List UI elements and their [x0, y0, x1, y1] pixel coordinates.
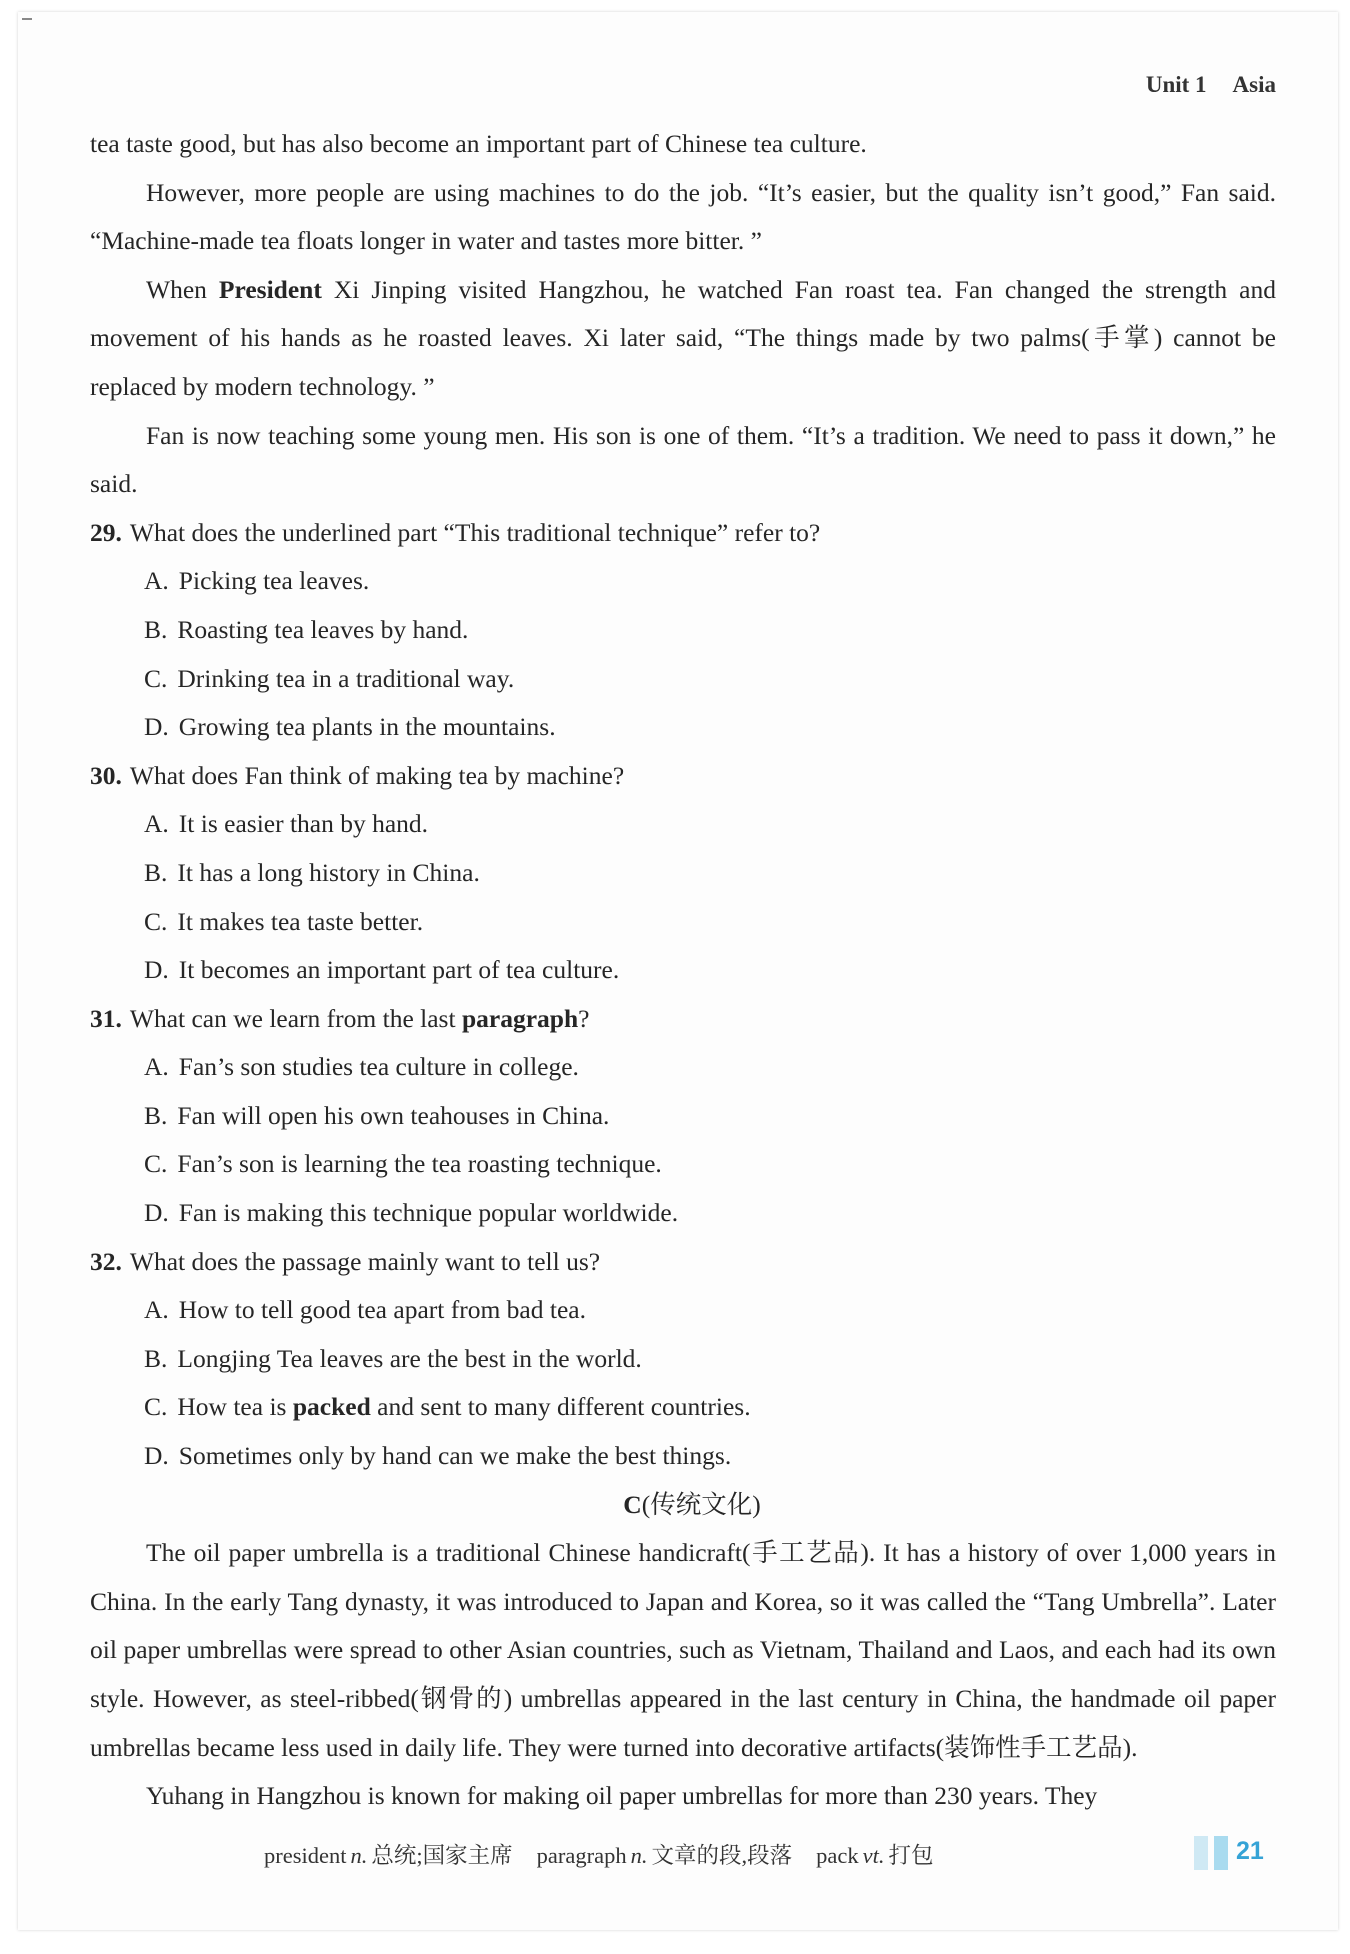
- running-header: [1146, 72, 1276, 98]
- option-letter: D.: [144, 1441, 169, 1471]
- answer-option: [90, 1286, 1276, 1335]
- glossary-meaning: 打包: [888, 1843, 934, 1868]
- glossary-term: paragraph: [461, 1003, 579, 1033]
- page-footer: [18, 1838, 1338, 1874]
- part-of-speech: n.: [630, 1843, 648, 1868]
- option-letter: B.: [144, 1100, 168, 1130]
- option-text: Fan will open his own teahouses in China.: [177, 1100, 610, 1130]
- answer-option: [90, 800, 1276, 849]
- option-text: Fan’s son is learning the tea roasting technique.: [177, 1149, 662, 1179]
- option-letter: A.: [144, 1295, 169, 1325]
- option-text: How to tell good tea apart from bad tea.: [178, 1295, 586, 1325]
- option-letter: C.: [144, 1149, 168, 1179]
- page-number: 21: [1236, 1837, 1264, 1865]
- question-stem: [90, 509, 1276, 558]
- question-list: [90, 509, 1276, 1481]
- section-c-title: [90, 1481, 1276, 1530]
- section-c-paragraph: The oil paper umbrella is a traditional Chinese handicraft(手工艺品). It has a history of over 1,000 years in China. In the early Tang dynasty, it was introduced to Japan and Korea, so it was called the “Tang Umbrella”. Later oil paper umbrellas were spread to other Asian countries, such as Vietnam, Thailand and Laos, and each had its own style. However, as steel-ribbed(钢骨的) umbrellas appeared in the last century in China, the handmade oil paper umbrellas became less used in daily life. They were turned into decorative artifacts(装饰性手工艺品).: [90, 1538, 1276, 1762]
- part-of-speech: vt.: [862, 1843, 885, 1868]
- unit-label: Unit 1: [1145, 72, 1207, 97]
- option-text: It is easier than by hand.: [178, 809, 429, 839]
- option-letter: D.: [144, 955, 169, 985]
- text-run: However, more people are using machines to do the job. “It’s easier, but the quality isn’t good,” Fan said. “Machine-made tea floats longer in water and tastes more bitter. ”: [90, 177, 1276, 256]
- glossary-meaning: 文章的段,段落: [651, 1843, 793, 1868]
- text-run: What does the passage mainly want to tell us?: [129, 1246, 601, 1276]
- answer-option: [90, 1043, 1276, 1092]
- option-letter: C.: [144, 1392, 168, 1422]
- question-stem: [90, 752, 1276, 801]
- part-of-speech: n.: [350, 1843, 368, 1868]
- passage-paragraph: [90, 120, 1276, 169]
- answer-option: [90, 1140, 1276, 1189]
- option-letter: D.: [144, 712, 169, 742]
- answer-option: [90, 946, 1276, 995]
- question-item: [90, 995, 1276, 1238]
- option-text: Drinking tea in a traditional way.: [177, 663, 515, 693]
- unit-title: Asia: [1232, 72, 1276, 97]
- option-text: It makes tea taste better.: [177, 906, 424, 936]
- scan-corner-mark: [22, 18, 32, 20]
- passage-b-continuation: [90, 120, 1276, 509]
- answer-option: [90, 655, 1276, 704]
- question-number: 32.: [90, 1246, 122, 1276]
- option-text: Growing tea plants in the mountains.: [178, 712, 556, 742]
- option-text: It has a long history in China.: [177, 857, 480, 887]
- option-letter: A.: [144, 1052, 169, 1082]
- text-run: ?: [578, 1003, 590, 1033]
- text-run: When: [146, 274, 219, 304]
- answer-option: [90, 898, 1276, 947]
- answer-option: [90, 1432, 1276, 1481]
- section-c-paragraph: Yuhang in Hangzhou is known for making oil paper umbrellas for more than 230 years. They: [146, 1781, 1098, 1811]
- option-text: Longjing Tea leaves are the best in the world.: [177, 1343, 642, 1373]
- option-text: It becomes an important part of tea culture.: [178, 955, 620, 985]
- option-letter: B.: [144, 1343, 168, 1373]
- question-item: [90, 509, 1276, 752]
- option-text: Picking tea leaves.: [178, 566, 370, 596]
- option-text: Fan is making this technique popular worldwide.: [178, 1198, 679, 1228]
- text-run: Xi Jinping visited Hangzhou, he watched Fan roast tea. Fan changed the strength and movement of his hands as he roasted leaves. Xi later said, “The things made by two palms(手掌) cannot be replaced by modern technology. ”: [90, 274, 1277, 401]
- text-run: What does Fan think of making tea by machine?: [129, 760, 625, 790]
- tab-stripe: [1214, 1836, 1228, 1870]
- glossary-word: president: [264, 1843, 347, 1868]
- answer-option: [90, 1335, 1276, 1384]
- answer-option: [90, 606, 1276, 655]
- glossary-entry: [264, 1843, 513, 1868]
- glossary-term: packed: [292, 1392, 371, 1422]
- question-stem: [90, 1238, 1276, 1287]
- tab-stripe-light: [1194, 1836, 1208, 1870]
- textbook-page: [18, 12, 1338, 1930]
- answer-option: [90, 1189, 1276, 1238]
- option-text: Roasting tea leaves by hand.: [177, 614, 469, 644]
- question-number: 31.: [90, 1003, 122, 1033]
- glossary-entry: [537, 1843, 792, 1868]
- question-stem: [90, 995, 1276, 1044]
- section-letter: C: [623, 1489, 642, 1519]
- question-number: 29.: [90, 517, 122, 547]
- passage-paragraph: [90, 412, 1276, 509]
- page-number-tab: [1194, 1836, 1282, 1872]
- text-run: tea taste good, but has also become an important part of Chinese tea culture.: [90, 129, 867, 158]
- answer-option: [90, 703, 1276, 752]
- text-run: Fan is now teaching some young men. His son is one of them. “It’s a tradition. We need to pass it down,” he said.: [90, 420, 1276, 499]
- answer-option: [90, 849, 1276, 898]
- answer-option: [90, 557, 1276, 606]
- glossary-word: paragraph: [536, 1843, 627, 1868]
- answer-option: [90, 1383, 1276, 1432]
- text-run: What can we learn from the last: [129, 1003, 462, 1033]
- option-letter: B.: [144, 857, 168, 887]
- passage-paragraph: [90, 266, 1276, 412]
- option-letter: A.: [144, 566, 169, 596]
- glossary-term: President: [218, 274, 322, 304]
- option-letter: C.: [144, 663, 168, 693]
- text-run: How tea is: [177, 1392, 293, 1422]
- question-item: [90, 1238, 1276, 1481]
- passage-paragraph: [90, 169, 1276, 266]
- glossary-entry: [816, 1843, 933, 1868]
- text-run: and sent to many different countries.: [370, 1392, 751, 1422]
- option-letter: A.: [144, 809, 169, 839]
- option-text: Fan’s son studies tea culture in college.: [178, 1052, 579, 1082]
- page-content: [90, 120, 1276, 1821]
- option-text: Sometimes only by hand can we make the best things.: [178, 1441, 732, 1471]
- text-run: What does the underlined part “This traditional technique” refer to?: [129, 517, 821, 547]
- glossary-meaning: 总统;国家主席: [371, 1843, 513, 1868]
- option-letter: B.: [144, 614, 168, 644]
- question-item: [90, 752, 1276, 995]
- question-number: 30.: [90, 760, 122, 790]
- vocabulary-glossary: [264, 1838, 957, 1870]
- section-subtitle: (传统文化): [641, 1489, 761, 1519]
- answer-option: [90, 1092, 1276, 1141]
- option-letter: C.: [144, 906, 168, 936]
- glossary-word: pack: [816, 1843, 859, 1868]
- option-letter: D.: [144, 1198, 169, 1228]
